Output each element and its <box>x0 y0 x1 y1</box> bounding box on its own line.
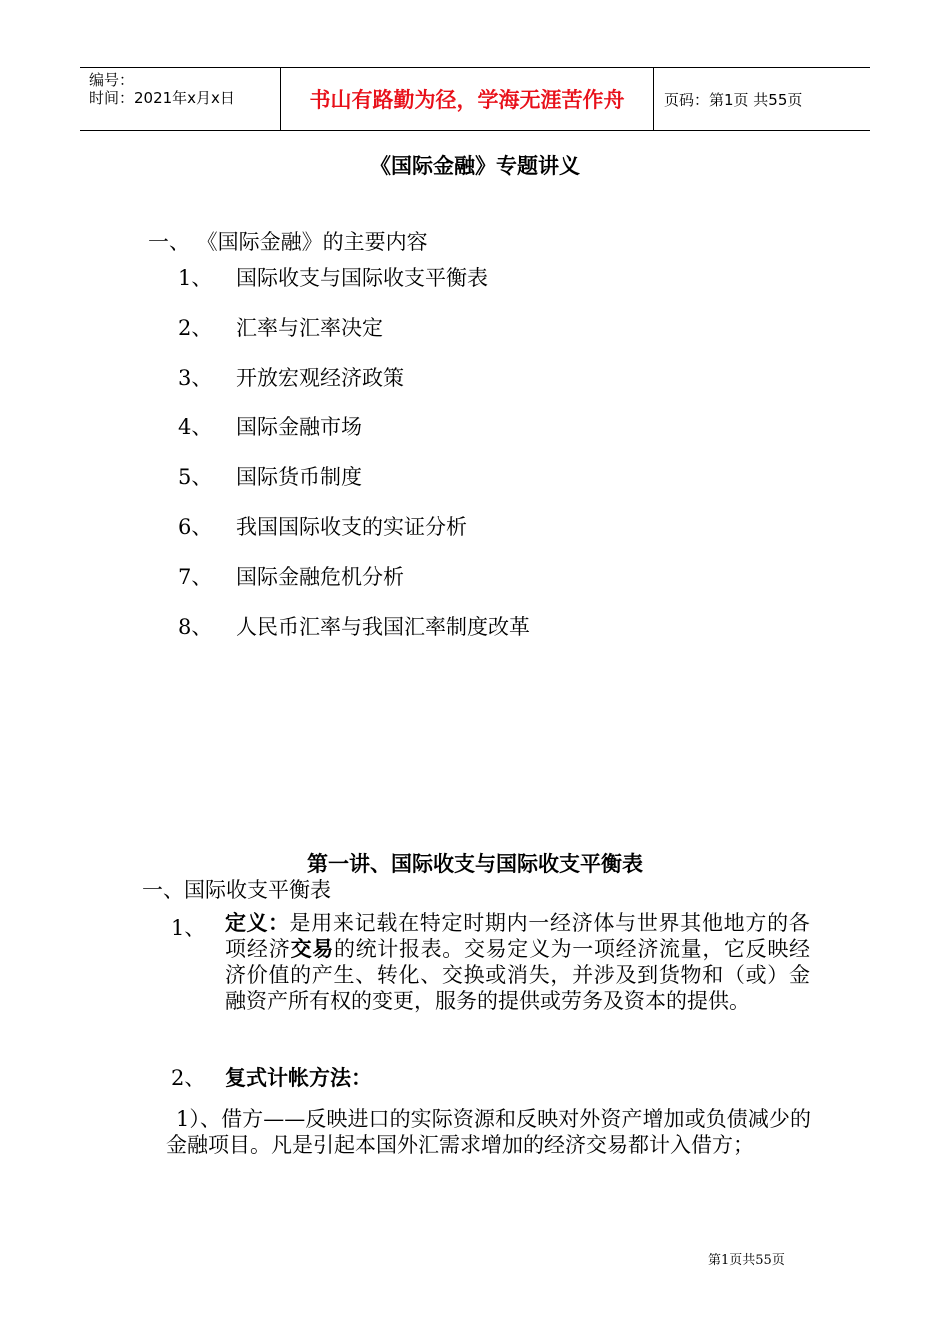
list-item-number: 7、 <box>178 565 213 589</box>
section-heading: 一、 《国际金融》的主要内容 <box>148 230 428 254</box>
lecture-subheading: 一、国际收支平衡表 <box>142 878 331 902</box>
list-item-text: 国际收支与国际收支平衡表 <box>236 266 488 290</box>
list-item-number: 4、 <box>178 415 213 439</box>
lecture-title: 第一讲、国际收支与国际收支平衡表 <box>307 851 643 876</box>
list-item-text: 开放宏观经济政策 <box>236 366 404 390</box>
definition-paragraph <box>225 910 810 1014</box>
header-page-label: 页码：第1页 共55页 <box>664 90 803 109</box>
method-label: 复式计帐方法： <box>225 1065 372 1090</box>
time-label: 时间：2021年x月x日 <box>89 89 235 107</box>
page-footer: 第1页共55页 <box>708 1253 785 1268</box>
document-title: 《国际金融》专题讲义 <box>370 153 580 178</box>
list-item-number: 6、 <box>178 515 213 539</box>
list-item-number: 1、 <box>178 266 213 290</box>
list-item-number: 5、 <box>178 465 213 489</box>
list-item-text: 国际货币制度 <box>236 465 362 489</box>
header-motto: 书山有路勤为径，学海无涯苦作舟 <box>281 68 654 130</box>
list-item-text: 汇率与汇率决定 <box>236 316 383 340</box>
definition-bold-term: 交易 <box>290 936 334 961</box>
method-number: 2、 <box>171 1066 206 1090</box>
list-item-text: 国际金融危机分析 <box>236 565 404 589</box>
list-item-text: 人民币汇率与我国汇率制度改革 <box>236 615 530 639</box>
number-label: 编号： <box>89 71 135 89</box>
list-item-number: 2、 <box>178 316 213 340</box>
definition-number: 1、 <box>171 916 206 940</box>
definition-label: 定义： <box>225 910 290 935</box>
list-item-text: 国际金融市场 <box>236 415 362 439</box>
definition-text-b: 的统计报表。交易定义为一项经济流量，它反映经济价值的产生、转化、交换或消失，并涉及到货物和（或）金融资产所有权的变更，服务的提供或劳务及资本的提供。 <box>225 937 810 1013</box>
definition-text-a: 是用来记载在特定时期内一经济体与世界其他地方的各项经济 <box>225 911 810 961</box>
header-meta <box>80 68 281 130</box>
debit-paragraph: 1）、借方——反映进口的实际资源和反映对外资产增加或负债减少的金融项目。凡是引起本国外汇需求增加的经济交易都计入借方； <box>166 1107 811 1157</box>
list-item-number: 8、 <box>178 615 213 639</box>
list-item-number: 3、 <box>178 366 213 390</box>
page-header <box>80 67 870 131</box>
list-item-text: 我国国际收支的实证分析 <box>236 515 467 539</box>
